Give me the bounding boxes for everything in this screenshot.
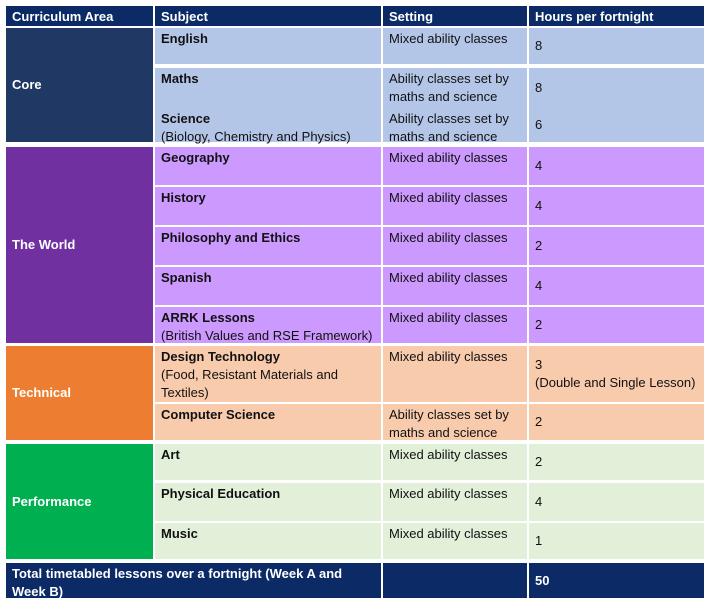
hours-cell [529,187,704,225]
hours-cell [529,404,704,440]
subject-note: (British Values and RSE Framework) [161,328,373,343]
footer-total-value: 50 [529,563,704,598]
subject-name: Art [161,447,180,462]
area-the-world: The World [6,147,153,343]
subject-cell [155,28,381,64]
subject-cell [155,483,381,521]
subject-name: Physical Education [161,486,281,501]
setting-cell: Mixed ability classes [383,444,527,480]
hours-value: 8 [535,80,543,95]
hours-value: 3 [535,357,543,372]
setting-cell: Mixed ability classes [383,346,527,402]
hours-cell [529,483,704,521]
setting-cell: Mixed ability classes [383,187,527,225]
setting-cell: Ability classes set by maths and science [383,68,527,108]
subject-name: Spanish [161,270,212,285]
header-curriculum-area: Curriculum Area [6,6,153,26]
subject-name: History [161,190,206,205]
subject-name: Computer Science [161,407,276,422]
hours-value: 2 [535,317,543,332]
subject-cell [155,307,381,343]
hours-value: 2 [535,414,543,429]
hours-cell [529,68,704,108]
setting-cell: Mixed ability classes [383,267,527,305]
footer-total-label: Total timetabled lessons over a fortnight (Week A and Week B) [6,563,381,598]
hours-value: 8 [535,38,543,53]
setting-cell: Mixed ability classes [383,227,527,265]
subject-cell [155,227,381,265]
subject-cell [155,404,381,440]
setting-cell: Ability classes set by maths and science [383,108,527,142]
area-technical: Technical [6,346,153,440]
hours-value: 1 [535,533,543,548]
subject-note: (Biology, Chemistry and Physics) [161,129,351,144]
hours-cell [529,227,704,265]
hours-cell [529,307,704,343]
subject-note: (Food, Resistant Materials and Textiles) [161,367,339,400]
subject-cell [155,346,381,402]
subject-name: Music [161,526,198,541]
hours-cell [529,28,704,64]
hours-cell [529,267,704,305]
hours-note: (Double and Single Lesson) [535,375,696,390]
area-performance: Performance [6,444,153,559]
hours-cell [529,523,704,559]
subject-name: Science [161,111,211,126]
hours-value: 4 [535,494,543,509]
hours-value: 4 [535,158,543,173]
header-hours: Hours per fortnight [529,6,704,26]
hours-value: 2 [535,238,543,253]
subject-name: Maths [161,71,199,86]
setting-cell: Mixed ability classes [383,483,527,521]
setting-cell: Ability classes set by maths and science [383,404,527,440]
subject-cell [155,444,381,480]
header-setting: Setting [383,6,527,26]
area-core: Core [6,28,153,142]
hours-value: 2 [535,454,543,469]
subject-name: Design Technology [161,349,280,364]
hours-cell [529,108,704,142]
header-subject: Subject [155,6,381,26]
subject-name: Philosophy and Ethics [161,230,301,245]
subject-name: ARRK Lessons [161,310,255,325]
hours-value: 4 [535,198,543,213]
hours-value: 6 [535,117,543,132]
subject-cell [155,187,381,225]
subject-cell [155,68,381,108]
hours-cell [529,444,704,480]
setting-cell: Mixed ability classes [383,28,527,64]
footer-gap [383,563,527,598]
subject-cell [155,267,381,305]
setting-cell: Mixed ability classes [383,307,527,343]
curriculum-table [6,6,704,598]
hours-value: 4 [535,278,543,293]
hours-cell [529,346,704,402]
subject-cell [155,523,381,559]
subject-cell [155,147,381,185]
setting-cell: Mixed ability classes [383,147,527,185]
subject-name: Geography [161,150,230,165]
subject-cell [155,108,381,142]
setting-cell: Mixed ability classes [383,523,527,559]
subject-name: English [161,31,208,46]
hours-cell [529,147,704,185]
